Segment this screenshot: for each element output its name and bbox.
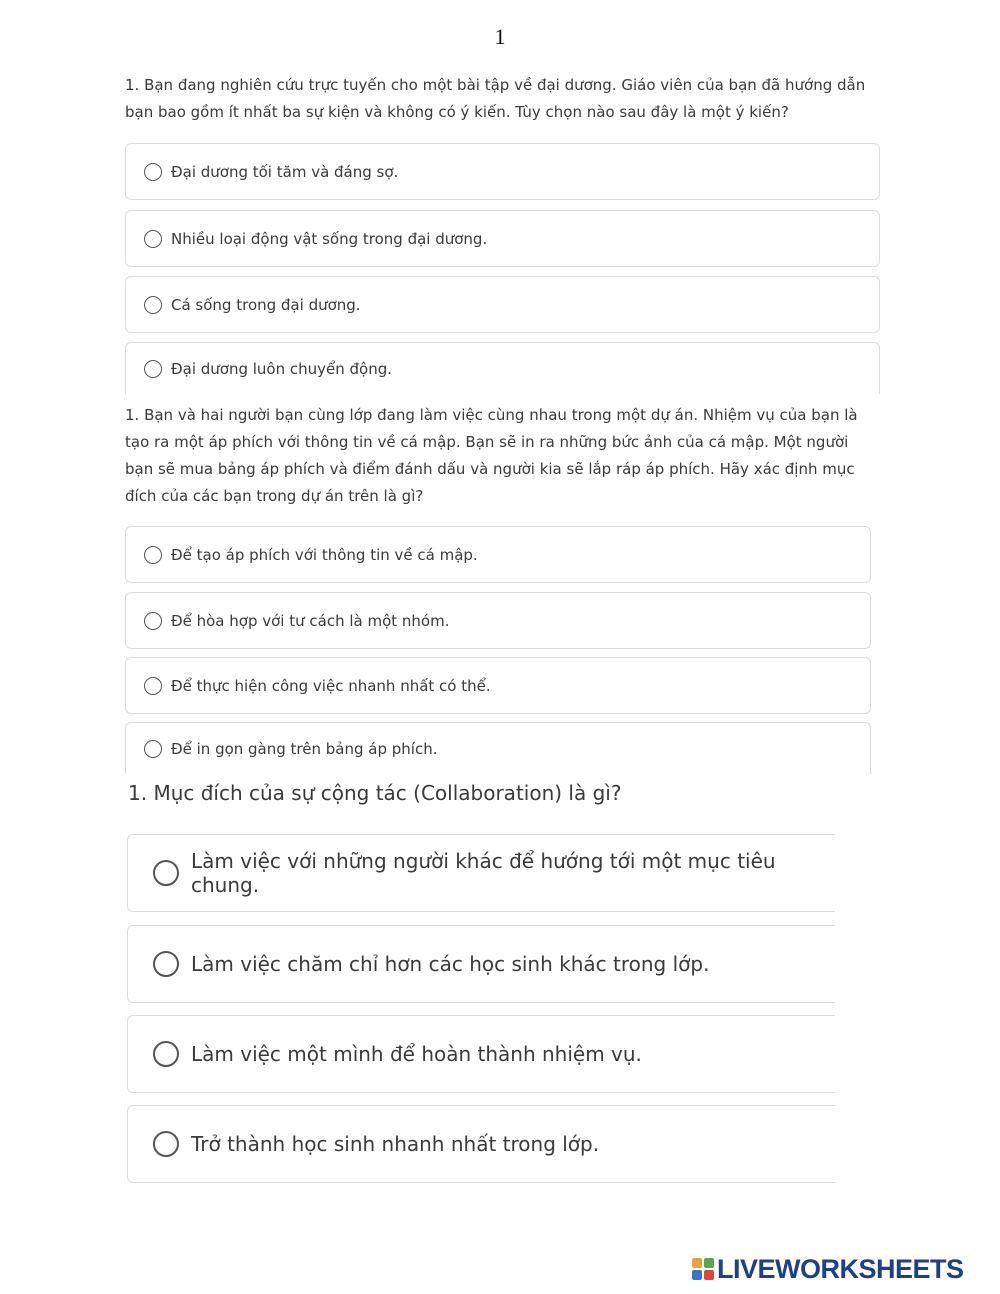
logo-tile-3: [692, 1270, 702, 1280]
question-2-option-1[interactable]: [125, 526, 871, 583]
question-3-text: 1. Mục đích của sự cộng tác (Collaboration) là gì?: [128, 781, 622, 805]
radio-button-icon[interactable]: [144, 360, 162, 378]
question-3-option-3[interactable]: [127, 1015, 835, 1093]
question-1-option-2[interactable]: [125, 210, 880, 267]
logo-grid-icon: [692, 1258, 714, 1280]
option-label: Làm việc với những người khác để hướng tới một mục tiêu chung.: [191, 849, 776, 897]
logo-tile-2: [704, 1258, 714, 1268]
radio-button-icon[interactable]: [144, 546, 162, 564]
page-number: 1: [494, 24, 506, 49]
question-3-option-2[interactable]: [127, 925, 835, 1003]
option-label: Trở thành học sinh nhanh nhất trong lớp.: [191, 1132, 600, 1156]
logo-tile-1: [692, 1258, 702, 1268]
radio-button-icon[interactable]: [144, 163, 162, 181]
logo-tile-4: [704, 1270, 714, 1280]
logo-text: LIVEWORKSHEETS: [717, 1253, 964, 1284]
question-1-option-3[interactable]: [125, 276, 880, 333]
radio-button-icon[interactable]: [153, 860, 179, 886]
question-1-option-4[interactable]: [125, 342, 880, 394]
option-label: Để in gọn gàng trên bảng áp phích.: [171, 739, 438, 758]
question-1-text: 1. Bạn đang nghiên cứu trực tuyến cho một bài tập về đại dương. Giáo viên của bạn đã hướng dẫn bạn bao gồm ít nhất ba sự kiện và không có ý kiến. Tùy chọn nào sau đây là một ý kiến?: [125, 76, 866, 121]
question-1-option-1[interactable]: [125, 143, 880, 200]
question-2-text: 1. Bạn và hai người bạn cùng lớp đang làm việc cùng nhau trong một dự án. Nhiệm vụ của bạn là tạo ra một áp phích với thông tin về cá mập. Bạn sẽ in ra những bức ảnh của cá mập. Một người bạn sẽ mua bảng áp phích và điểm đánh dấu và người kia sẽ lắp ráp áp phích. Hãy xác định mục đích của các bạn trong dự án trên là gì?: [125, 406, 858, 505]
option-label: Đại dương luôn chuyển động.: [171, 359, 393, 378]
option-label: Nhiều loại động vật sống trong đại dương.: [171, 229, 488, 248]
radio-button-icon[interactable]: [153, 951, 179, 977]
option-label: Làm việc chăm chỉ hơn các học sinh khác trong lớp.: [191, 952, 710, 976]
radio-button-icon[interactable]: [144, 740, 162, 758]
option-label: Cá sống trong đại dương.: [171, 295, 361, 314]
question-3-option-1[interactable]: [127, 834, 835, 912]
radio-button-icon[interactable]: [153, 1041, 179, 1067]
option-label: Để thực hiện công việc nhanh nhất có thể.: [171, 676, 491, 695]
option-label: Để tạo áp phích với thông tin về cá mập.: [171, 545, 478, 564]
question-3: [125, 778, 835, 1156]
radio-button-icon[interactable]: [153, 1131, 179, 1157]
question-2-option-4[interactable]: [125, 722, 871, 774]
question-3-option-4[interactable]: [127, 1105, 835, 1183]
question-2-option-2[interactable]: [125, 592, 871, 649]
liveworksheets-logo: [692, 1254, 964, 1284]
question-1: [125, 72, 885, 378]
radio-button-icon[interactable]: [144, 296, 162, 314]
radio-button-icon[interactable]: [144, 677, 162, 695]
radio-button-icon[interactable]: [144, 230, 162, 248]
radio-button-icon[interactable]: [144, 612, 162, 630]
question-2: [125, 402, 875, 758]
option-label: Để hòa hợp với tư cách là một nhóm.: [171, 611, 450, 630]
option-label: Làm việc một mình để hoàn thành nhiệm vụ.: [191, 1042, 642, 1066]
option-label: Đại dương tối tăm và đáng sợ.: [171, 162, 399, 181]
question-2-option-3[interactable]: [125, 657, 871, 714]
